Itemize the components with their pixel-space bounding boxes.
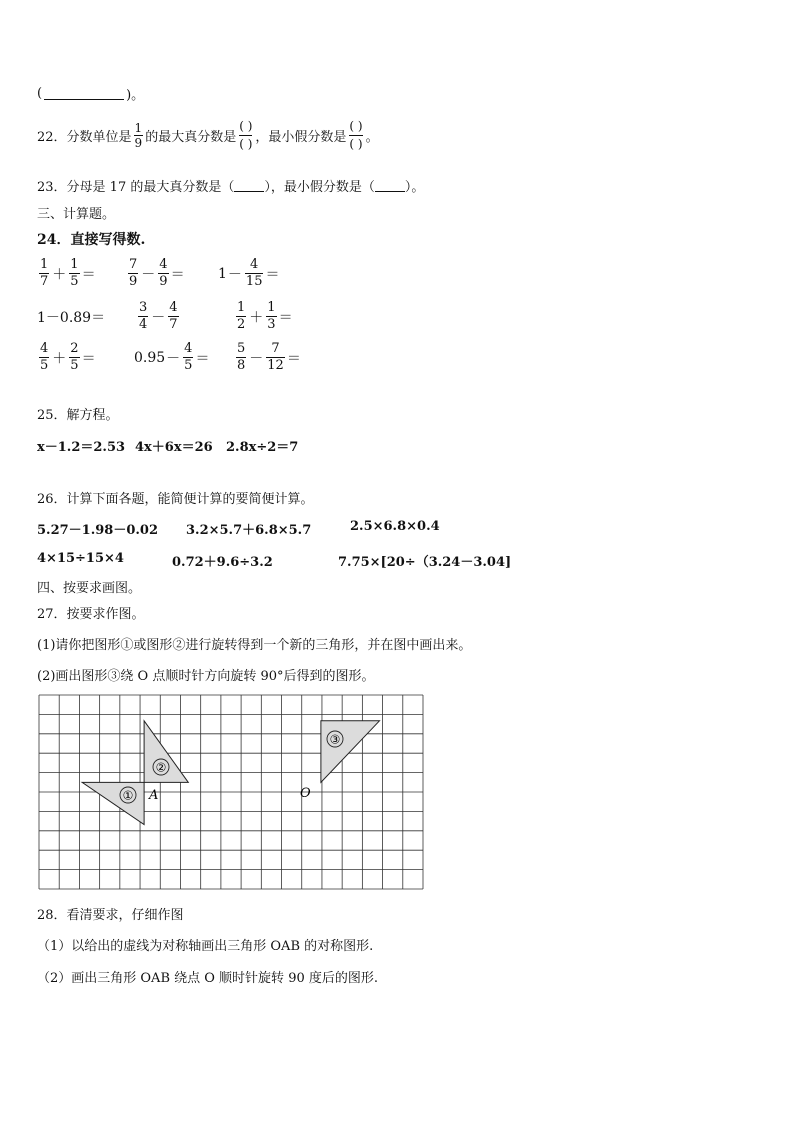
q22-min-numerator-paren: ( ) — [349, 119, 363, 133]
shape-3-triangle[interactable] — [321, 721, 380, 783]
q24-a1-frac2 — [69, 257, 79, 290]
q24-item-a1 — [37, 257, 96, 290]
q21-open-paren: ( — [37, 86, 43, 101]
q24-c1-d1: 5 — [40, 358, 49, 373]
q24-c3-frac2 — [266, 341, 285, 374]
section-3-heading: 三、计算题。 — [37, 207, 116, 222]
q24-c2-d2: 5 — [184, 358, 193, 373]
q24-b2-d2: 7 — [169, 317, 178, 332]
q24-a3-eq: ＝ — [265, 266, 280, 283]
q26-expr-2: 3.2×5.7＋6.8×5.7 — [186, 523, 312, 538]
q24-a3-minus: － — [227, 266, 242, 283]
q24-c2-eq: ＝ — [195, 350, 210, 367]
point-o-label: O — [300, 786, 311, 801]
q24-item-a3 — [218, 257, 279, 290]
q24-b2-minus: － — [151, 309, 166, 326]
q28-part1: （1）以给出的虚线为对称轴画出三角形 OAB 的对称图形. — [37, 939, 374, 954]
q24-c3-frac1 — [236, 341, 246, 374]
q24-item-c3 — [234, 341, 301, 374]
q24-a1-n2: 1 — [70, 257, 79, 272]
q24-c1-d2: 5 — [70, 358, 79, 373]
q24-c2-frac — [183, 341, 193, 374]
q24-b2-n1: 3 — [139, 300, 148, 315]
q24-c3-eq: ＝ — [286, 350, 301, 367]
q24-title: 24．直接写得数. — [37, 232, 146, 248]
q24-b3-eq: ＝ — [278, 309, 293, 326]
q23-question — [37, 176, 424, 195]
q24-c3-d2: 12 — [267, 358, 284, 373]
q28-title: 28．看清要求，仔细作图 — [37, 908, 184, 923]
q24-c1-n1: 4 — [40, 341, 49, 356]
q24-c1-frac2 — [69, 341, 79, 374]
q23-text3: ）。 — [404, 180, 425, 195]
q24-a1-eq: ＝ — [81, 266, 96, 283]
q26-expr-1: 5.27－1.98－0.02 — [37, 523, 158, 538]
q24-item-b2 — [136, 300, 181, 333]
q22-min-improper-fraction-blank[interactable] — [349, 118, 362, 153]
q24-a2-minus: － — [141, 266, 156, 283]
q23-max-blank[interactable] — [234, 180, 264, 192]
q22-mid1: 的最大真分数是 — [145, 130, 237, 145]
q24-b2-frac1 — [138, 300, 148, 333]
q24-c2-minus: － — [166, 350, 181, 367]
q26-title: 26．计算下面各题，能简便计算的要简便计算。 — [37, 492, 314, 507]
q23-text1: 23．分母是 17 的最大真分数是（ — [37, 180, 235, 195]
q24-c3-minus: － — [249, 350, 264, 367]
q24-c3-n1: 5 — [237, 341, 246, 356]
shape-3-label-text: ③ — [329, 732, 341, 747]
q24-a1-n1: 1 — [40, 257, 49, 272]
section-4-heading: 四、按要求画图。 — [37, 581, 142, 596]
q24-b3-frac1 — [236, 300, 246, 333]
q24-b3-d1: 2 — [237, 317, 246, 332]
q25-equation-3: 2.8x÷2＝7 — [226, 440, 299, 455]
shape-2-label-text: ② — [155, 760, 167, 775]
q24-a1-d1: 7 — [40, 274, 49, 289]
q22-max-proper-fraction-blank[interactable] — [239, 118, 252, 153]
q27-part1: (1)请你把图形①或图形②进行旋转得到一个新的三角形，并在图中画出来。 — [37, 638, 472, 653]
q26-expr-4: 4×15÷15×4 — [37, 551, 124, 566]
q24-b2-d1: 4 — [139, 317, 148, 332]
q24-b3-frac2 — [266, 300, 276, 333]
q24-b3-d2: 3 — [267, 317, 276, 332]
q24-a3-frac — [245, 257, 264, 290]
q27-part2: (2)画出图形③绕 O 点顺时针方向旋转 90°后得到的图形。 — [37, 669, 375, 684]
q24-item-c2 — [134, 341, 209, 374]
q24-b2-frac2 — [168, 300, 178, 333]
q24-c1-n2: 2 — [70, 341, 79, 356]
q24-a1-plus: ＋ — [52, 266, 67, 283]
q24-a2-d1: 9 — [129, 274, 138, 289]
q24-a2-n2: 4 — [159, 257, 168, 272]
q24-a2-frac1 — [128, 257, 138, 290]
q24-a1-d2: 5 — [70, 274, 79, 289]
shape-1-label-text: ① — [122, 788, 134, 803]
q22-unit-numerator: 1 — [134, 121, 143, 135]
q22-mid2: ，最小假分数是 — [255, 130, 347, 145]
q24-a3-n2: 4 — [250, 257, 259, 272]
q22-question — [37, 118, 379, 153]
q24-a2-eq: ＝ — [170, 266, 185, 283]
q24-c1-frac1 — [39, 341, 49, 374]
q21-answer-blank[interactable] — [44, 88, 124, 100]
q27-title: 27．按要求作图。 — [37, 607, 145, 622]
q22-unit-denominator: 9 — [134, 136, 143, 150]
q24-c1-plus: ＋ — [52, 350, 67, 367]
q24-item-c1 — [37, 341, 96, 374]
q26-expr-6: 7.75×[20÷（3.24－3.04] — [338, 555, 512, 570]
q22-max-denominator-paren: ( ) — [239, 137, 253, 151]
q24-item-b3 — [234, 300, 293, 333]
q24-c1-eq: ＝ — [81, 350, 96, 367]
q21-close-paren: )。 — [126, 88, 145, 103]
q26-expr-5: 0.72＋9.6÷3.2 — [172, 555, 273, 570]
q24-c2-whole: 0.95 — [134, 349, 166, 366]
q24-item-b1 — [37, 307, 105, 327]
q22-end: 。 — [365, 130, 379, 145]
q24-c2-n2: 4 — [184, 341, 193, 356]
q24-c3-d1: 8 — [237, 358, 246, 373]
q24-b3-plus: ＋ — [249, 309, 264, 326]
q24-a1-frac1 — [39, 257, 49, 290]
q22-max-numerator-paren: ( ) — [239, 119, 253, 133]
q22-min-denominator-paren: ( ) — [349, 137, 363, 151]
q25-title: 25．解方程。 — [37, 408, 119, 423]
shape-1-triangle[interactable] — [82, 782, 144, 824]
q28-part2: （2）画出三角形 OAB 绕点 O 顺时针旋转 90 度后的图形. — [37, 971, 378, 986]
q24-c3-n2: 7 — [271, 341, 280, 356]
q24-b3-n1: 1 — [237, 300, 246, 315]
q24-b1-text: 1－0.89＝ — [37, 310, 106, 326]
q24-a2-frac2 — [158, 257, 168, 290]
q24-a2-d2: 9 — [159, 274, 168, 289]
q21-answer-line — [37, 84, 144, 103]
q24-b3-n2: 1 — [267, 300, 276, 315]
q24-b2-n2: 4 — [169, 300, 178, 315]
q24-a3-d2: 15 — [245, 274, 263, 289]
q25-equation-1: x－1.2＝2.53 — [37, 440, 126, 455]
q24-item-a2 — [126, 257, 185, 290]
q22-unit-fraction — [134, 121, 144, 150]
q26-expr-3: 2.5×6.8×0.4 — [350, 519, 440, 534]
q27-grid-figure[interactable] — [38, 694, 424, 890]
q24-a3-whole: 1 — [218, 265, 227, 282]
q25-equation-2: 4x＋6x＝26 — [135, 440, 213, 455]
q23-min-blank[interactable] — [375, 180, 405, 192]
q24-a2-n1: 7 — [129, 257, 138, 272]
q23-text2: ），最小假分数是（ — [264, 180, 375, 195]
q22-prefix: 22．分数单位是 — [37, 130, 132, 145]
point-a-label: A — [149, 788, 159, 803]
